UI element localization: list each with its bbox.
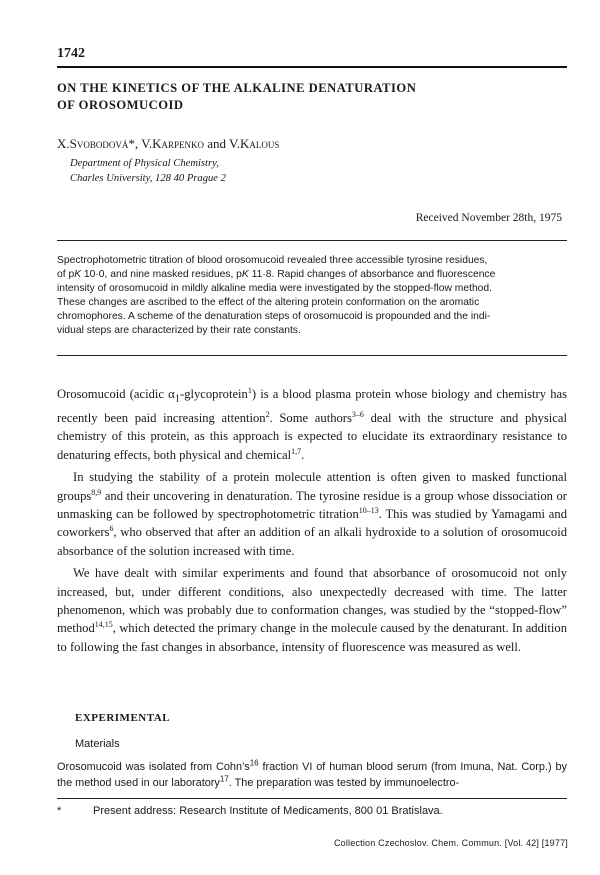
abstract-text: 11·8. Rapid changes of absorbance and fluorescence bbox=[248, 268, 496, 280]
author-1-initial: X. bbox=[57, 136, 70, 151]
text-run: -glycoprotein bbox=[180, 387, 248, 401]
journal-citation: Collection Czechoslov. Chem. Commun. [Vol. 42] [1977] bbox=[333, 838, 568, 848]
text-run: In studying the stability of a protein molecule attention is often given to masked functional groups bbox=[57, 470, 567, 503]
abstract-line-1: Spectrophotometric titration of blood orosomucoid revealed three accessible tyrosine residues, bbox=[57, 255, 488, 266]
subscript: 1 bbox=[174, 393, 180, 405]
section-heading-experimental: EXPERIMENTAL bbox=[75, 712, 171, 724]
footnote bbox=[57, 805, 443, 817]
citation: 8,9 bbox=[91, 487, 102, 497]
paragraph-2 bbox=[57, 468, 567, 560]
abstract-line-3: intensity of orosomucoid in mildly alkaline media were investigated by the stopped-flow method. bbox=[57, 282, 492, 294]
footnote-mark: * bbox=[57, 805, 62, 817]
text-run: Orosomucoid (acidic α bbox=[57, 387, 175, 401]
author-1-mark: * bbox=[128, 136, 135, 151]
citation: 17 bbox=[219, 773, 229, 783]
paragraph-1 bbox=[57, 385, 567, 464]
materials-paragraph bbox=[57, 760, 567, 791]
article-title bbox=[57, 80, 562, 114]
text-run: , who observed that after an addition of an alkali hydroxide to a solution of orosomucoid absorbance of the solution increased with time. bbox=[57, 525, 567, 558]
abstract-bottom-rule bbox=[57, 355, 567, 356]
abstract-text: 10·0, and nine masked residues, p bbox=[81, 268, 242, 280]
footnote-text: Present address: Research Institute of Medicaments, 800 01 Bratislava. bbox=[93, 805, 443, 817]
text-run: fraction VI of human blood serum (from Imuna, Nat. Corp.) by the method used in our laboratory bbox=[57, 761, 567, 789]
main-text bbox=[57, 385, 567, 660]
abstract-line-4: These changes are ascribed to the effect of the altering protein conformation on the aromatic bbox=[57, 296, 480, 308]
text-run: . bbox=[301, 447, 305, 462]
footnote-rule bbox=[57, 798, 567, 799]
subsection-heading-materials: Materials bbox=[75, 738, 120, 750]
author-separator-2: and V. bbox=[204, 136, 241, 151]
page-number: 1742 bbox=[57, 46, 85, 61]
received-date: Received November 28th, 1975 bbox=[415, 212, 562, 224]
text-run: . Some authors bbox=[269, 410, 352, 425]
author-2-name: Karpenko bbox=[152, 136, 205, 151]
text-run: We have dealt with similar experiments and found that absorbance of orosomucoid not only increased, but, under different conditions, also unexpectedly decreased with time. The latter phenomenon, which was probably due to conformation changes, was studied by the “stopped-flow” method bbox=[57, 566, 567, 636]
affiliation-line-2: Charles University, 128 40 Prague 2 bbox=[70, 173, 226, 184]
abstract-line-5: chromophores. A scheme of the denaturation steps of orosomucoid is propounded and the indi- bbox=[57, 310, 491, 322]
citation: 14,15 bbox=[94, 620, 113, 630]
abstract-line-6: vidual steps are characterized by their rate constants. bbox=[57, 324, 301, 336]
text-run: deal with the structure and physical chemistry of this protein, as this approach is expected to elucidate its extraordinary resistance to denaturing effects, both physical and chemical bbox=[57, 410, 567, 462]
author-list bbox=[57, 136, 279, 152]
title-line-1: ON THE KINETICS OF THE ALKALINE DENATURATION bbox=[57, 81, 417, 95]
text-run: . The preparation was tested by immunoelectro- bbox=[228, 776, 460, 789]
abstract bbox=[57, 254, 567, 337]
author-separator-1: , V. bbox=[134, 136, 153, 151]
citation: 6 bbox=[109, 524, 114, 534]
text-run: ) is a blood plasma protein whose biology and chemistry has recently been paid increasing attention bbox=[57, 387, 567, 425]
header-rule bbox=[57, 66, 567, 68]
citation: 10–13 bbox=[358, 505, 379, 515]
author-3-name: Kalous bbox=[240, 136, 280, 151]
citation: 2 bbox=[265, 409, 270, 419]
text-run: Orosomucoid was isolated from Cohn’s bbox=[57, 761, 250, 773]
citation: 3–6 bbox=[351, 409, 364, 419]
title-line-2: OF OROSOMUCOID bbox=[57, 98, 184, 112]
abstract-top-rule bbox=[57, 240, 567, 241]
author-1-name: Svobodová bbox=[69, 136, 129, 151]
text-run: and their uncovering in denaturation. The tyrosine residue is a group whose dissociation or unmasking can be followed by spectrophotometric titration bbox=[57, 488, 567, 521]
abstract-pk-symbol: K bbox=[74, 268, 82, 280]
citation: 1,7 bbox=[291, 446, 302, 456]
text-run: . This was studied by Yamagami and coworkers bbox=[57, 506, 567, 540]
abstract-pk-symbol: K bbox=[241, 268, 249, 280]
citation: 16 bbox=[249, 758, 259, 768]
text-run: , which detected the primary change in the molecule caused by the denaturant. In addition to following the fast changes in absorbance, intensity of fluorescence was measured as well. bbox=[57, 621, 567, 654]
paragraph-3 bbox=[57, 564, 567, 656]
abstract-line-2 bbox=[57, 268, 567, 282]
affiliation bbox=[70, 156, 226, 186]
abstract-text: of p bbox=[57, 268, 75, 280]
affiliation-line-1: Department of Physical Chemistry, bbox=[70, 158, 219, 169]
citation: 1 bbox=[247, 385, 252, 395]
